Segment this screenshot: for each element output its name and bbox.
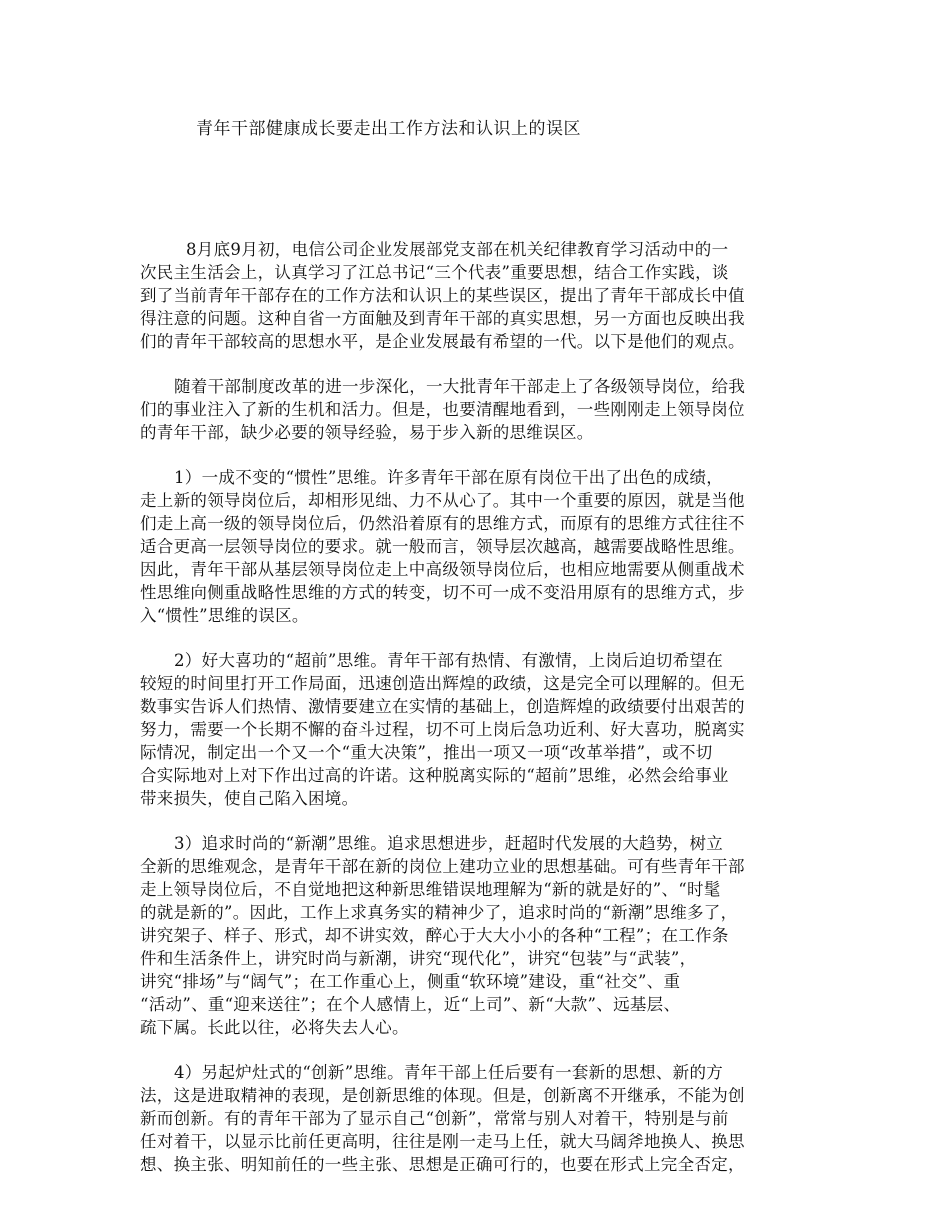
text-line: 新而创新。有的青年干部为了显示自己“创新”，常常与别人对着干，特别是与前 xyxy=(140,1109,729,1128)
text-line: 带来损失，使自己陷入困境。 xyxy=(140,789,359,808)
text-line: 疏下属。长此以往，必将失去人心。 xyxy=(140,1018,409,1037)
text-line: 次民主生活会上，认真学习了江总书记“三个代表”重要思想，结合工作实践，谈 xyxy=(140,263,729,282)
text-line: 际情况，制定出一个又一个“重大决策”，推出一项又一项“改革举措”，或不切 xyxy=(140,743,713,762)
paragraph-point-1 xyxy=(140,466,820,627)
text-line: 入“惯性”思维的误区。 xyxy=(140,606,309,625)
text-line: 随着干部制度改革的进一步深化，一大批青年干部走上了各级领导岗位，给我 xyxy=(174,377,746,396)
text-line: 走上新的领导岗位后，却相形见绌、力不从心了。其中一个重要的原因，就是当他 xyxy=(140,491,745,510)
text-line: 因此，青年干部从基层领导岗位走上中高级领导岗位后，也相应地需要从侧重战术 xyxy=(140,560,745,579)
text-line: 们的青年干部较高的思想水平，是企业发展最有希望的一代。以下是他们的观点。 xyxy=(140,332,745,351)
text-line: 的就是新的”。因此，工作上求真务实的精神少了，追求时尚的“新潮”思维多了， xyxy=(140,903,738,922)
paragraph-point-3 xyxy=(140,832,820,1039)
text-line: 全新的思维观念，是青年干部在新的岗位上建功立业的思想基础。可有些青年干部 xyxy=(140,857,745,876)
text-line: 8月底9月初，电信公司企业发展部党支部在机关纪律教育学习活动中的一 xyxy=(186,240,729,259)
text-line: 法，这是进取精神的表现，是创新思维的体现。但是，创新离不开继承，不能为创 xyxy=(140,1086,745,1105)
text-line: 3）追求时尚的“新潮”思维。追求思想进步，赶超时代发展的大趋势，树立 xyxy=(174,834,724,853)
text-line: 较短的时间里打开工作局面，迅速创造出辉煌的政绩，这是完全可以理解的。但无 xyxy=(140,674,745,693)
text-line: 努力，需要一个长期不懈的奋斗过程，切不可上岗后急功近利、好大喜功，脱离实 xyxy=(140,720,745,739)
text-line: 们的事业注入了新的生机和活力。但是，也要清醒地看到，一些刚刚走上领导岗位 xyxy=(140,400,745,419)
paragraph-intro xyxy=(140,238,820,353)
text-line: 件和生活条件上，讲究时尚与新潮，讲究“现代化”，讲究“包装”与“武装”， xyxy=(140,949,697,968)
text-line: 讲究“排场”与“阔气”；在工作重心上，侧重“软环境”建设，重“社交”、重 xyxy=(140,972,681,991)
text-line: 4）另起炉灶式的“创新”思维。青年干部上任后要有一套新的思想、新的方 xyxy=(174,1063,724,1082)
text-line: 性思维向侧重战略性思维的方式的转变，切不可一成不变沿用原有的思维方式，步 xyxy=(140,583,745,602)
text-line: 合实际地对上对下作出过高的许诺。这种脱离实际的“超前”思维，必然会给事业 xyxy=(140,766,729,785)
text-line: 1）一成不变的“惯性”思维。许多青年干部在原有岗位干出了出色的成绩， xyxy=(174,468,724,487)
text-line: “活动”、重“迎来送往”；在个人感情上，近“上司”、新“大款”、远基层、 xyxy=(140,995,681,1014)
text-line: 走上领导岗位后，不自觉地把这种新思维错误地理解为“新的就是好的”、“时髦 xyxy=(140,880,721,899)
text-line: 讲究架子、样子、形式，却不讲实效，醉心于大大小小的各种“工程”；在工作条 xyxy=(140,926,729,945)
text-line: 数事实告诉人们热情、激情要建立在实情的基础上，创造辉煌的政绩要付出艰苦的 xyxy=(140,697,745,716)
document-body xyxy=(140,238,820,1198)
paragraph-point-4 xyxy=(140,1061,820,1176)
text-line: 到了当前青年干部存在的工作方法和认识上的某些误区，提出了青年干部成长中值 xyxy=(140,286,745,305)
text-line: 任对着干，以显示比前任更高明，往往是刚一走马上任，就大马阔斧地换人、换思 xyxy=(140,1132,745,1151)
paragraph-point-2 xyxy=(140,649,820,810)
text-line: 想、换主张、明知前任的一些主张、思想是正确可行的，也要在形式上完全否定， xyxy=(140,1155,745,1174)
text-line: 适合更高一层领导岗位的要求。就一般而言，领导层次越高，越需要战略性思维。 xyxy=(140,537,745,556)
text-line: 的青年干部，缺少必要的领导经验，易于步入新的思维误区。 xyxy=(140,423,594,442)
document-title: 青年干部健康成长要走出工作方法和认识上的误区 xyxy=(196,119,581,139)
text-line: 2）好大喜功的“超前”思维。青年干部有热情、有激情，上岗后迫切希望在 xyxy=(174,651,724,670)
paragraph-context xyxy=(140,375,820,444)
text-line: 们走上高一级的领导岗位后，仍然沿着原有的思维方式，而原有的思维方式往往不 xyxy=(140,514,745,533)
text-line: 得注意的问题。这种自省一方面触及到青年干部的真实思想，另一方面也反映出我 xyxy=(140,309,745,328)
